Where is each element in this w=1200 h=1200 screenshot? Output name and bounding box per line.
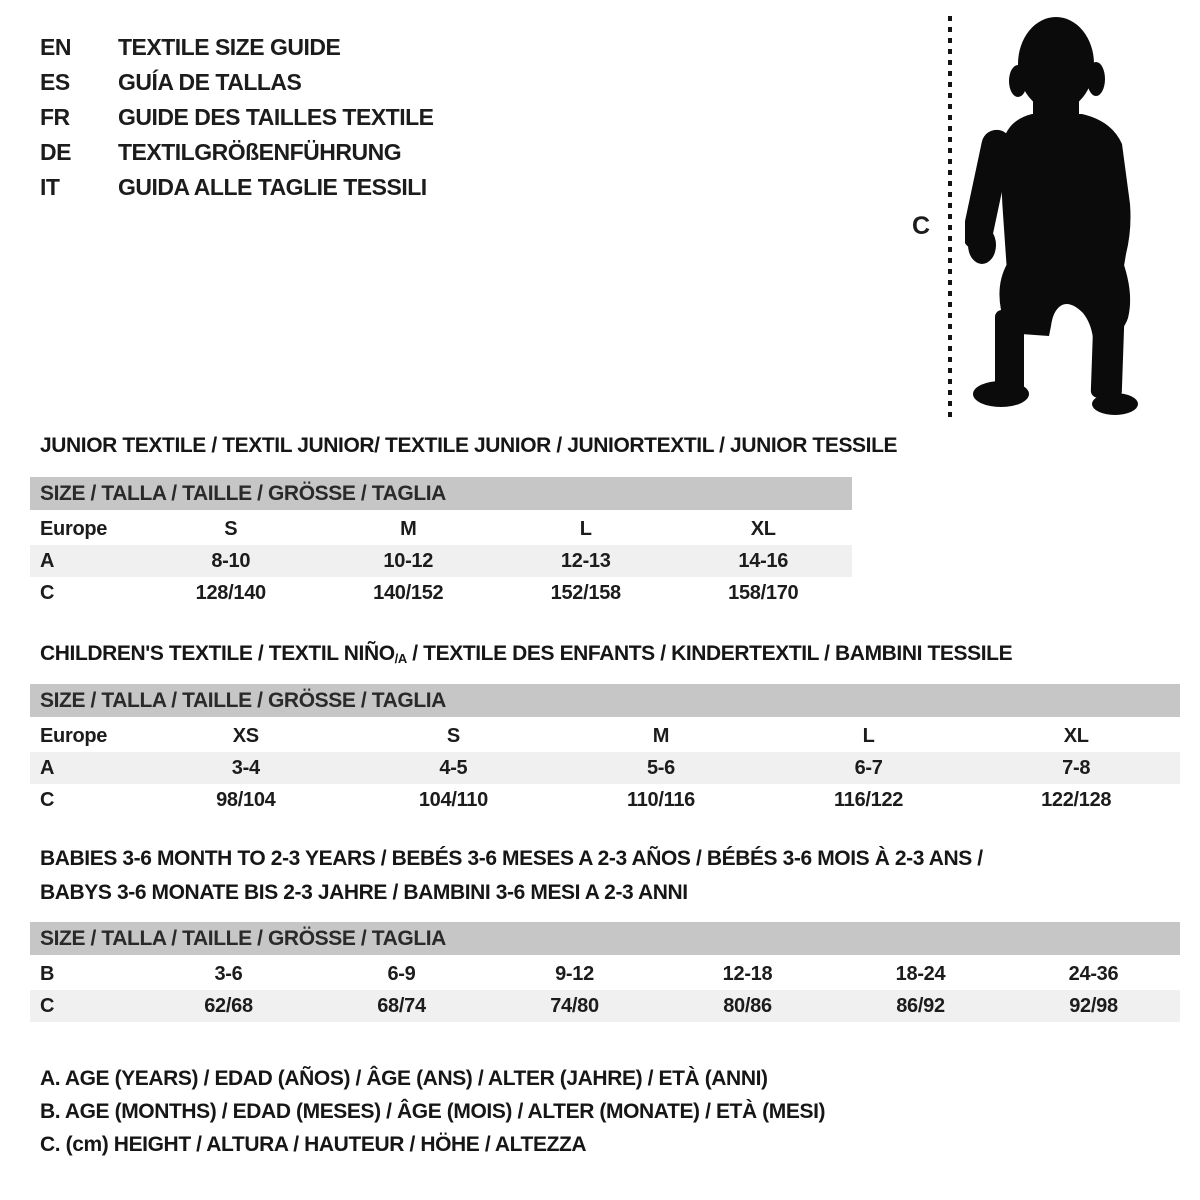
table-cell: 3-6 — [214, 962, 243, 985]
row-label-cell: C — [40, 581, 55, 604]
title-line-2: BABYS 3-6 MONATE BIS 2-3 JAHRE / BAMBINI 3-6 MESI A 2-3 ANNI — [40, 881, 688, 904]
lang-row-fr — [40, 100, 434, 135]
table-cell: 6-9 — [387, 962, 416, 985]
table-cell: 12-18 — [722, 962, 773, 985]
lang-row-en — [40, 30, 434, 65]
size-header-bar: SIZE / TALLA / TAILLE / GRÖSSE / TAGLIA — [30, 477, 852, 510]
measurement-legend — [40, 1062, 825, 1161]
lang-row-es — [40, 65, 434, 100]
column-header-cell: L — [862, 724, 875, 747]
table-cell: 140/152 — [373, 581, 444, 604]
children-row-age — [30, 752, 1180, 784]
table-cell: 110/116 — [626, 788, 695, 811]
row-label-cell: A — [40, 549, 55, 572]
junior-size-table — [30, 477, 852, 609]
table-cell: 6-7 — [854, 756, 883, 779]
lang-code: FR — [40, 104, 70, 130]
lang-label: TEXTILE SIZE GUIDE — [118, 34, 341, 60]
table-cell: 104/110 — [418, 788, 488, 811]
table-cell: 14-16 — [738, 549, 789, 572]
table-cell: 12-13 — [560, 549, 611, 572]
lang-label: GUÍA DE TALLAS — [118, 69, 302, 95]
legend-line-b: B. AGE (MONTHS) / EDAD (MESES) / ÂGE (MOIS) / ALTER (MONATE) / ETÀ (MESI) — [40, 1100, 826, 1123]
legend-line-a: A. AGE (YEARS) / EDAD (AÑOS) / ÂGE (ANS) / ALTER (JAHRE) / ETÀ (ANNI) — [40, 1067, 768, 1090]
row-label-cell: Europe — [40, 517, 108, 540]
table-cell: 128/140 — [195, 581, 266, 604]
title-subscript: /A — [394, 651, 407, 666]
table-cell: 18-24 — [895, 962, 946, 985]
lang-label: GUIDE DES TAILLES TEXTILE — [118, 104, 434, 130]
column-header-cell: L — [579, 517, 592, 540]
table-cell: 3-4 — [231, 756, 260, 779]
table-cell: 7-8 — [1062, 756, 1091, 779]
junior-row-age — [30, 545, 852, 577]
size-header-bar: SIZE / TALLA / TAILLE / GRÖSSE / TAGLIA — [30, 684, 1180, 717]
row-label-cell: Europe — [40, 724, 108, 747]
table-cell: 122/128 — [1041, 788, 1112, 811]
babies-row-months — [30, 958, 1180, 990]
lang-code: DE — [40, 139, 71, 165]
lang-code: EN — [40, 34, 71, 60]
table-cell: 62/68 — [204, 994, 253, 1017]
table-cell: 74/80 — [550, 994, 599, 1017]
table-cell: 68/74 — [377, 994, 426, 1017]
lang-label: GUIDA ALLE TAGLIE TESSILI — [118, 174, 427, 200]
table-cell: 4-5 — [439, 756, 468, 779]
babies-size-table — [30, 922, 1180, 1022]
children-row-height — [30, 784, 1180, 816]
table-cell: 92/98 — [1069, 994, 1118, 1017]
junior-row-height — [30, 577, 852, 609]
children-size-table — [30, 684, 1180, 816]
section-title-babies — [40, 842, 983, 910]
row-label-cell: A — [40, 756, 55, 779]
table-cell: 158/170 — [728, 581, 799, 604]
height-measure-dashed-line — [948, 16, 952, 418]
column-header-cell: XL — [1063, 724, 1089, 747]
column-header-cell: M — [652, 724, 670, 747]
row-label-cell: C — [40, 994, 55, 1017]
lang-row-it — [40, 170, 434, 205]
table-cell: 86/92 — [896, 994, 945, 1017]
row-label-cell: C — [40, 788, 55, 811]
column-header-cell: S — [446, 724, 460, 747]
table-cell: 98/104 — [216, 788, 276, 811]
column-header-cell: M — [400, 517, 417, 540]
lang-code: ES — [40, 69, 70, 95]
table-cell: 10-12 — [383, 549, 434, 572]
table-cell: 9-12 — [555, 962, 594, 985]
language-title-list — [40, 30, 434, 205]
height-marker-label: C — [912, 212, 931, 240]
title-line-1: BABIES 3-6 MONTH TO 2-3 YEARS / BEBÉS 3-6 MESES A 2-3 AÑOS / BÉBÉS 3-6 MOIS À 2-3 ANS / — [40, 847, 983, 870]
table-cell: 152/158 — [550, 581, 621, 604]
column-header-cell: XS — [232, 724, 259, 747]
babies-row-height — [30, 990, 1180, 1022]
table-cell: 8-10 — [211, 549, 251, 572]
lang-row-de — [40, 135, 434, 170]
table-cell: 24-36 — [1068, 962, 1119, 985]
title-text: CHILDREN'S TEXTILE / TEXTIL NIÑO — [40, 642, 395, 665]
lang-label: TEXTILGRÖßENFÜHRUNG — [118, 139, 402, 165]
size-header-bar: SIZE / TALLA / TAILLE / GRÖSSE / TAGLIA — [30, 922, 1180, 955]
row-label-cell: B — [40, 962, 55, 985]
column-header-cell: XL — [750, 517, 776, 540]
table-cell: 116/122 — [834, 788, 904, 811]
lang-code: IT — [40, 174, 60, 200]
toddler-silhouette-icon — [965, 12, 1140, 420]
junior-column-header-row — [30, 513, 852, 545]
section-title-children — [40, 642, 1012, 666]
children-column-header-row — [30, 720, 1180, 752]
table-cell: 80/86 — [723, 994, 772, 1017]
title-text: / TEXTILE DES ENFANTS / KINDERTEXTIL / BAMBINI TESSILE — [406, 642, 1013, 665]
table-cell: 5-6 — [646, 756, 675, 779]
legend-line-c: C. (cm) HEIGHT / ALTURA / HAUTEUR / HÖHE / ALTEZZA — [40, 1133, 587, 1156]
section-title-junior: JUNIOR TEXTILE / TEXTIL JUNIOR/ TEXTILE JUNIOR / JUNIORTEXTIL / JUNIOR TESSILE — [40, 434, 898, 457]
column-header-cell: S — [224, 517, 238, 540]
